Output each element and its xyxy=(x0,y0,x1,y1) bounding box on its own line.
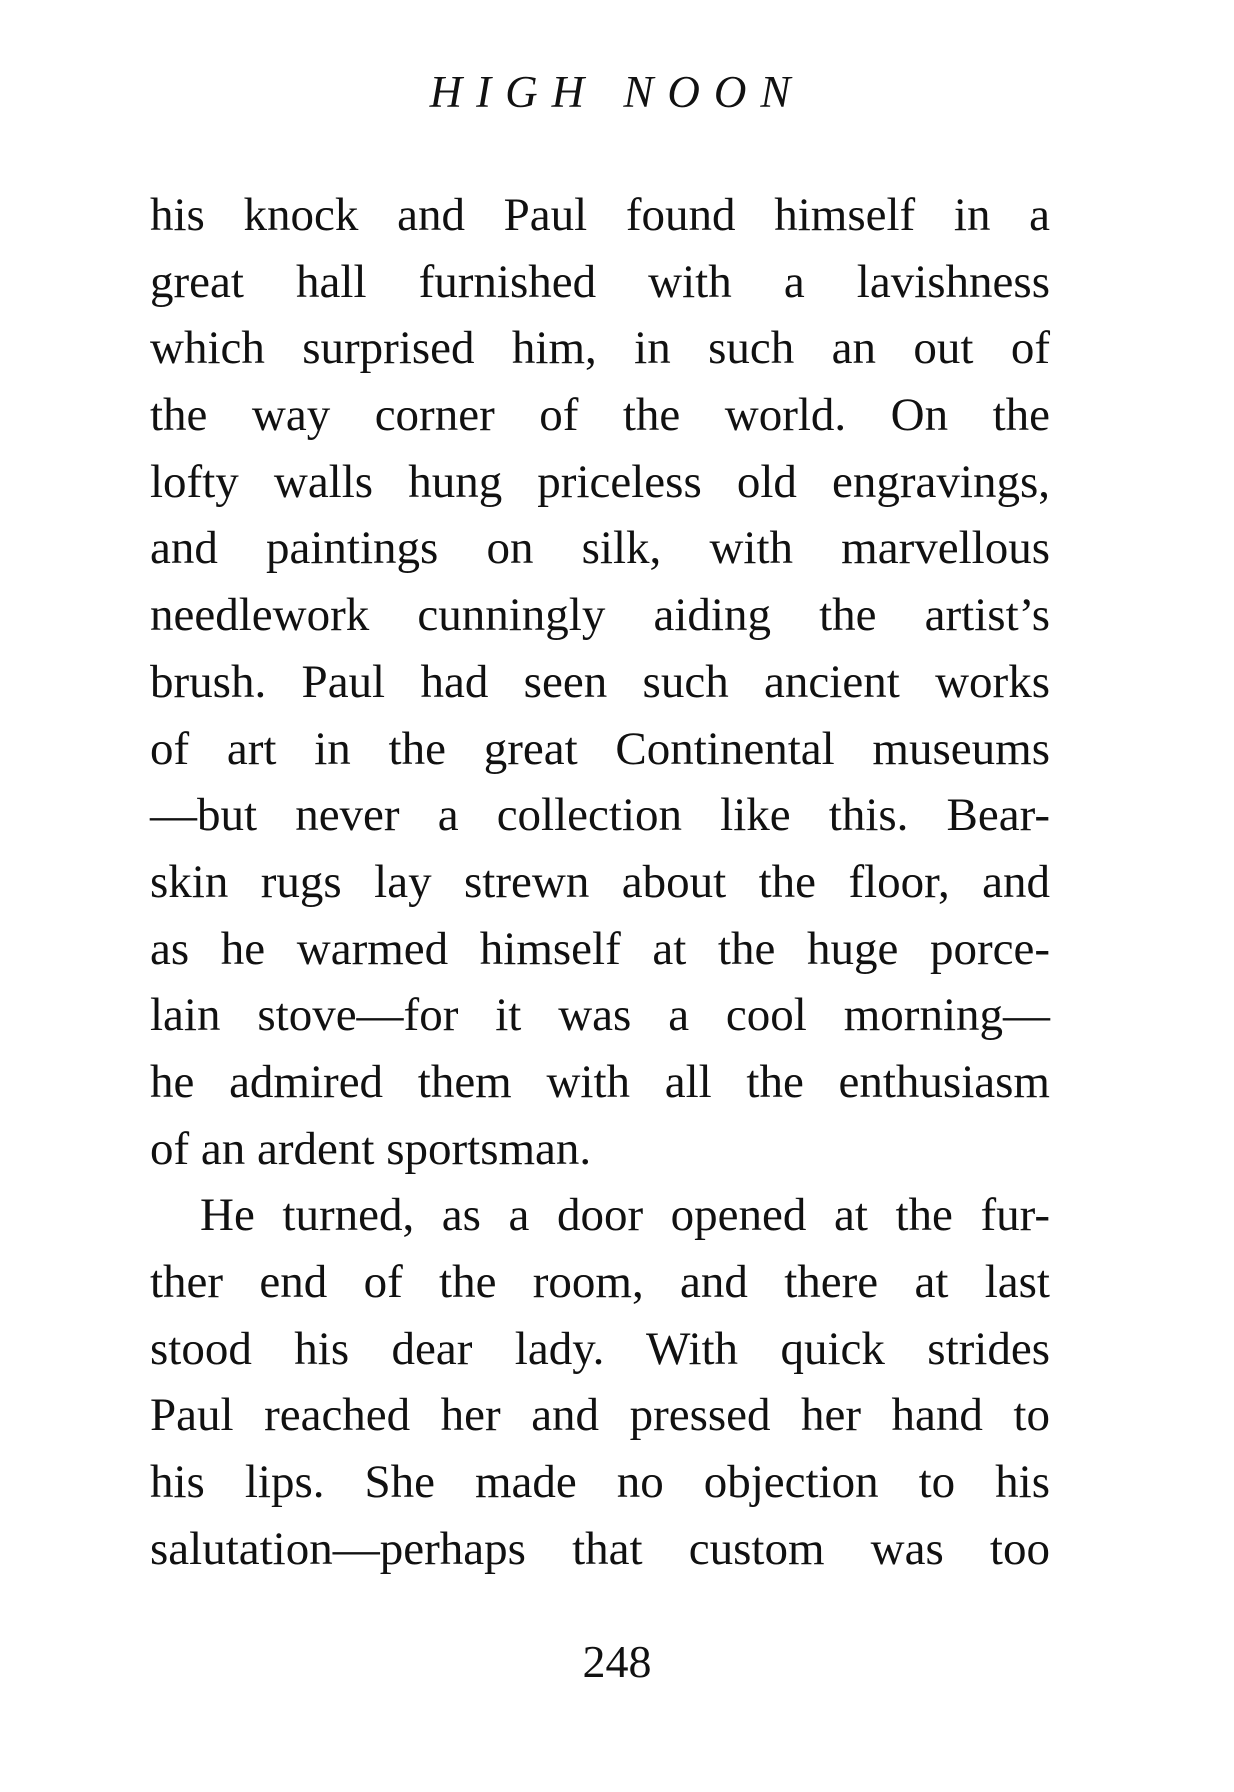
text-line: his knock and Paul found himself in a xyxy=(150,189,1050,241)
text-line: Paul reached her and pressed her hand to xyxy=(150,1389,1050,1442)
text-line: lofty walls hung priceless old engravings, xyxy=(150,455,1050,508)
text-line: as he warmed himself at the huge porce- xyxy=(150,922,1050,975)
text-line: his lips. She made no objection to his xyxy=(150,1456,1050,1509)
text-line: which surprised him, in such an out of xyxy=(150,322,1050,375)
running-head: HIGH NOON xyxy=(429,67,805,117)
text-line: ther end of the room, and there at last xyxy=(150,1256,1050,1308)
text-line: great hall furnished with a lavishness xyxy=(150,255,1050,308)
body-text xyxy=(150,182,1050,1582)
text-line: lain stove—for it was a cool morning— xyxy=(150,989,1050,1042)
text-line: and paintings on silk, with marvellous xyxy=(150,522,1050,575)
text-line: salutation—perhaps that custom was too xyxy=(150,1522,1050,1575)
page-number: 248 xyxy=(582,1636,652,1687)
text-line: of an ardent sportsman. xyxy=(150,1122,592,1175)
text-line: of art in the great Continental museums xyxy=(150,722,1050,775)
text-line: —but never a collection like this. Bear- xyxy=(150,789,1050,842)
text-line: he admired them with all the enthusiasm xyxy=(150,1055,1050,1108)
text-line: He turned, as a door opened at the fur- xyxy=(200,1189,1050,1242)
text-line: needlework cunningly aiding the artist’s xyxy=(150,589,1050,642)
text-line: skin rugs lay strewn about the floor, and xyxy=(150,855,1050,908)
text-line: the way corner of the world. On the xyxy=(150,389,1050,442)
text-line: brush. Paul had seen such ancient works xyxy=(150,655,1050,708)
paragraph xyxy=(150,1182,1050,1582)
text-line: stood his dear lady. With quick strides xyxy=(150,1322,1050,1375)
paragraph xyxy=(150,182,1050,1182)
